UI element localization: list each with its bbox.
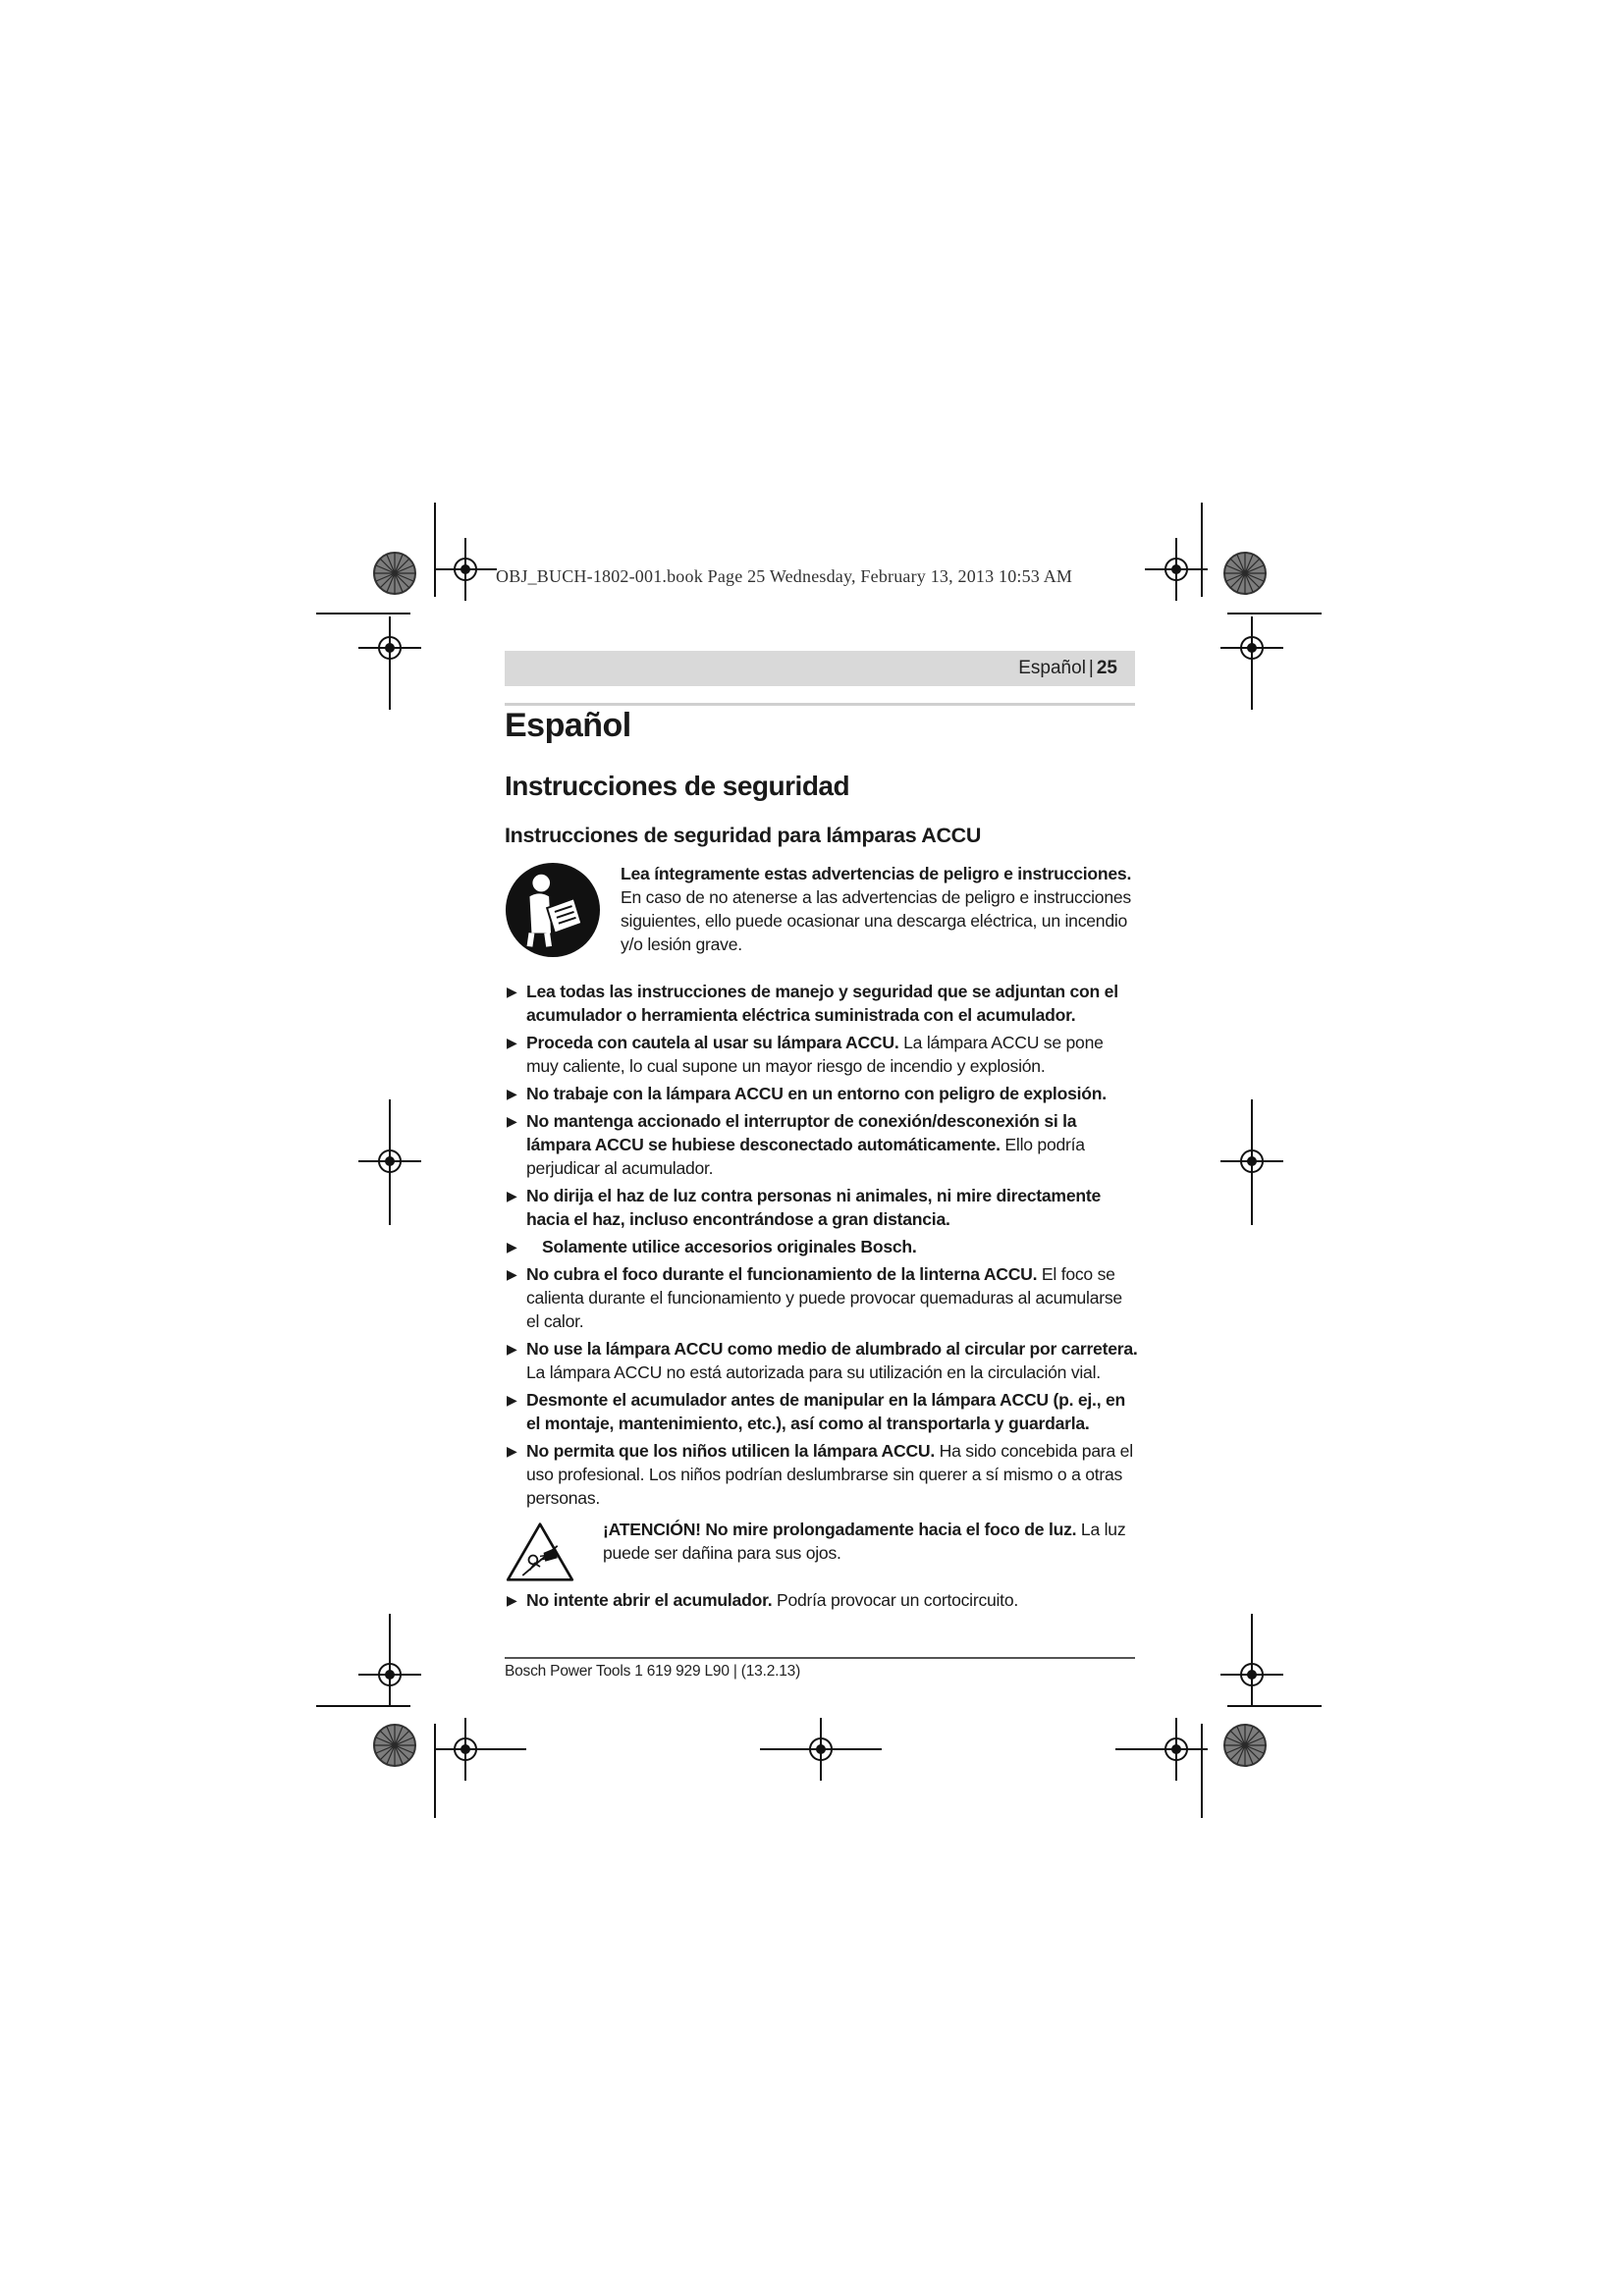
header-separator: | [1088,658,1094,678]
list-item: ▶ No permita que los niños utilicen la lámpara ACCU. Ha sido concebida para el uso profesional. Los niños podrían deslumbrarse sin querer a sí mismo o a otras personas. [507,1441,1133,1508]
intro-bold: Lea íntegramente estas advertencias de peligro e instrucciones. [621,864,1132,883]
bullet-arrow-icon: ▶ [507,1392,517,1408]
page-content [505,705,1139,1616]
list-item: ▶ Solamente utilice accesorios originales Bosch. [507,1237,917,1256]
page-number: 25 [1096,658,1117,678]
bullet-arrow-icon: ▶ [507,1443,517,1459]
file-header: OBJ_BUCH-1802-001.book Page 25 Wednesday, February 13, 2013 10:53 AM [496,566,1073,586]
list-item: ▶ Lea todas las instrucciones de manejo y seguridad que se adjuntan con el acumulador o herramienta eléctrica suministrada con el acumulador. [507,982,1118,1025]
list-item: ▶ No intente abrir el acumulador. Podría provocar un cortocircuito. [507,1590,1018,1610]
intro-block [505,862,1139,958]
warning-text: La luz puede ser dañina para sus ojos. [603,1520,1126,1563]
list-item: ▶ No trabaje con la lámpara ACCU en un entorno con peligro de explosión. [507,1084,1107,1103]
bottom-rule [505,1657,1135,1659]
bullet-arrow-icon: ▶ [507,1188,517,1203]
list-item: ▶ Proceda con cautela al usar su lámpara ACCU. La lámpara ACCU se pone muy caliente, lo cual supone un mayor riesgo de incendio y explosión. [507,1033,1104,1076]
subsection-title: Instrucciones de seguridad para lámparas ACCU [505,824,982,847]
list-item: ▶ No cubra el foco durante el funcionamiento de la linterna ACCU. El foco se calienta durante el funcionamiento y puede provocar quemaduras al acumularse el calor. [507,1264,1122,1331]
section-title: Instrucciones de seguridad [505,771,850,801]
do-not-look-into-light-warning-icon [505,1522,575,1582]
safety-list [505,980,1139,1612]
bullet-arrow-icon: ▶ [507,1239,517,1255]
list-item: ▶ No mantenga accionado el interruptor de conexión/desconexión si la lámpara ACCU se hubiese desconectado automáticamente. Ello podría perjudicar al acumulador. [507,1111,1085,1178]
bullet-arrow-icon: ▶ [507,1113,517,1129]
bullet-arrow-icon: ▶ [507,1035,517,1050]
running-header [505,651,1135,686]
page-title: Español [505,707,631,744]
warning-block [505,1518,1139,1582]
read-manual-icon [505,862,601,958]
bullet-arrow-icon: ▶ [507,1086,517,1101]
bullet-arrow-icon: ▶ [507,1266,517,1282]
page-footer: Bosch Power Tools 1 619 929 L90 | (13.2.13) [505,1663,801,1680]
warning-bold: ¡ATENCIÓN! No mire prolongadamente hacia el foco de luz. [603,1520,1077,1539]
bullet-arrow-icon: ▶ [507,984,517,999]
list-item: ▶ No use la lámpara ACCU como medio de alumbrado al circular por carretera. La lámpara ACCU no está autorizada para su utilización en la circulación vial. [507,1339,1138,1382]
list-item: ▶ Desmonte el acumulador antes de manipular en la lámpara ACCU (p. ej., en el montaje, mantenimiento, etc.), así como al transportarla y guardarla. [507,1390,1126,1433]
header-language: Español [1018,658,1086,678]
bullet-arrow-icon: ▶ [507,1341,517,1357]
list-item: ▶ No dirija el haz de luz contra personas ni animales, ni mire directamente hacia el haz, incluso encontrándose a gran distancia. [507,1186,1102,1229]
intro-text: En caso de no atenerse a las advertencias de peligro e instrucciones siguientes, ello puede ocasionar una descarga eléctrica, un incendio y/o lesión grave. [621,887,1131,954]
bullet-arrow-icon: ▶ [507,1592,517,1608]
